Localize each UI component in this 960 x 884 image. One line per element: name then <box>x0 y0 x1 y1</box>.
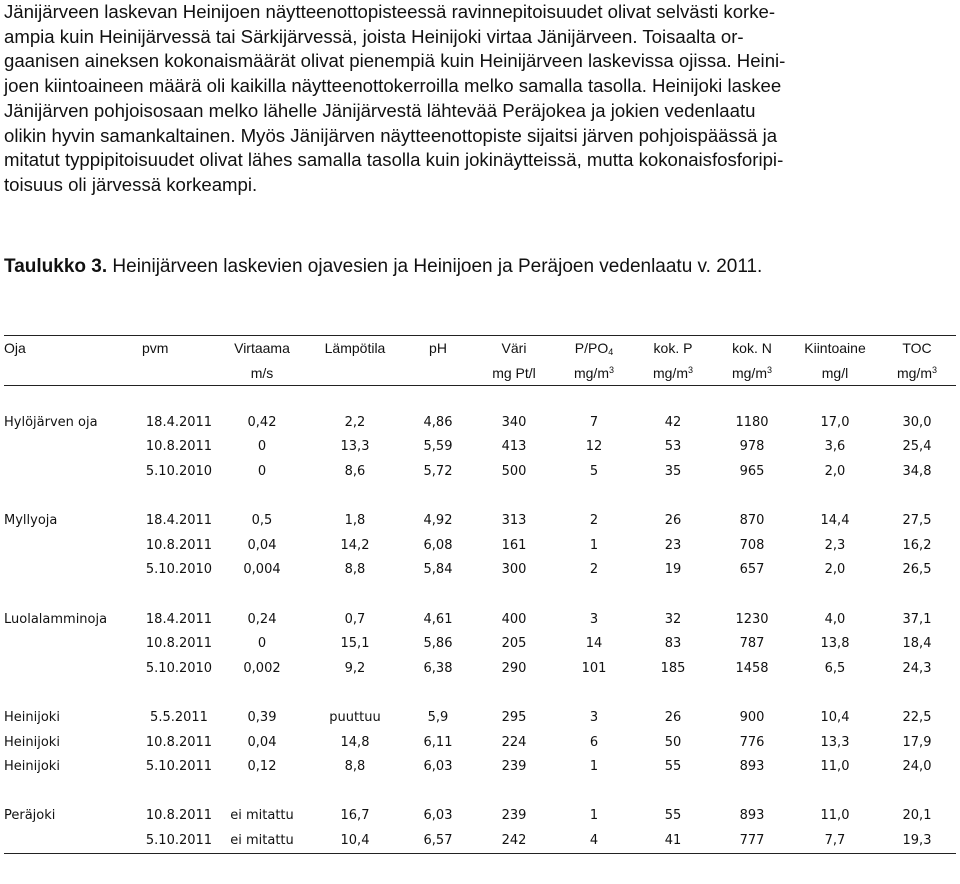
site-cell <box>4 657 142 682</box>
table-cell: 18,4 <box>902 636 932 652</box>
table-cell: 10.8.2011 <box>145 636 213 652</box>
paragraph-line: mitatut typpipitoisuudet olivat lähes samalla tasolla kuin jokinäytteissä, mutta kokonaisfosforipi- <box>4 149 784 171</box>
unit-cell <box>308 361 402 386</box>
table-cell: 893 <box>739 759 765 775</box>
table-cell: 5.10.2011 <box>145 759 213 775</box>
table-cell: 787 <box>739 636 765 652</box>
table-cell: 0,004 <box>243 562 281 578</box>
table-cell: 205 <box>501 636 527 652</box>
table-cell: 0 <box>257 463 267 479</box>
table-cell: 161 <box>501 537 527 553</box>
table-cell: 5.5.2011 <box>150 709 208 725</box>
table-cell: 2,3 <box>824 537 846 553</box>
table-cell: 1 <box>589 537 599 553</box>
table-cell: 53 <box>664 439 682 455</box>
table-cell: 7,7 <box>792 829 878 854</box>
table-cell: 4,86 <box>423 414 453 430</box>
table-cell: 5.10.2010 <box>145 463 213 479</box>
unit-cell <box>142 361 216 386</box>
table-row <box>4 829 956 854</box>
table-cell: 27,5 <box>902 513 932 529</box>
table-cell: 19 <box>664 562 682 578</box>
table-cell: 0,42 <box>247 414 277 430</box>
table-cell: 11,0 <box>820 759 850 775</box>
table-cell: 242 <box>474 829 554 854</box>
table-caption <box>4 256 762 278</box>
header-cell: kok. P <box>634 336 712 361</box>
table-cell: 295 <box>501 709 527 725</box>
site-cell: Heinijoki <box>4 734 60 750</box>
table-cell: 1 <box>589 808 599 824</box>
site-cell <box>4 829 142 854</box>
table-cell: 3,6 <box>824 439 846 455</box>
site-cell: Heinijoki <box>4 759 60 775</box>
table-cell: 10,4 <box>308 829 402 854</box>
table-cell: 4,0 <box>824 611 846 627</box>
table-cell: 0,04 <box>247 734 277 750</box>
table-cell: 35 <box>664 463 682 479</box>
header-cell: pH <box>402 336 474 361</box>
table-cell: 8,6 <box>344 463 366 479</box>
spacer-cell <box>4 386 956 411</box>
table-cell: puuttuu <box>329 709 381 725</box>
table-cell: 10.8.2011 <box>145 537 213 553</box>
table-cell: 19,3 <box>878 829 956 854</box>
table-cell: 777 <box>712 829 792 854</box>
table-cell: 101 <box>581 660 607 676</box>
paragraph-line: olikin hyvin samankaltainen. Myös Jänijärven näytteenottopiste sijaitsi järven pohjoispäässä ja <box>4 124 778 146</box>
table-cell: 9,2 <box>344 660 366 676</box>
table-row <box>4 755 956 780</box>
table-cell: 413 <box>501 439 527 455</box>
table-row <box>4 411 956 436</box>
header-row <box>4 336 956 361</box>
table-cell: 26 <box>664 709 682 725</box>
spacer-cell <box>4 780 956 805</box>
header-cell: Kiintoaine <box>792 336 878 361</box>
table-cell: 224 <box>501 734 527 750</box>
table-cell: 313 <box>501 513 527 529</box>
table-cell: 6 <box>589 734 599 750</box>
unit-cell: m/s <box>216 361 308 386</box>
spacer-cell <box>4 583 956 608</box>
table-cell: 5,9 <box>427 709 449 725</box>
unit-cell: $mg/m^3$ <box>634 361 712 386</box>
site-cell: Peräjoki <box>4 808 56 824</box>
table-cell: 2 <box>589 513 599 529</box>
table-cell: 24,0 <box>902 759 932 775</box>
table-cell: 2,0 <box>824 463 846 479</box>
table-cell: 300 <box>501 562 527 578</box>
table-cell: 340 <box>501 414 527 430</box>
table-cell: 5,59 <box>423 439 453 455</box>
table-row <box>4 632 956 657</box>
table-cell: 14,4 <box>820 513 850 529</box>
header-cell: Väri <box>474 336 554 361</box>
table-cell: 0,5 <box>251 513 273 529</box>
table-cell: 500 <box>501 463 527 479</box>
unit-cell: $mg/m^3$ <box>878 361 956 386</box>
header-cell: pvm <box>142 336 216 361</box>
site-cell <box>4 460 142 485</box>
table-cell: 900 <box>739 709 765 725</box>
table-cell: 2,0 <box>824 562 846 578</box>
unit-cell: $mg/m^3$ <box>554 361 634 386</box>
table-cell: 30,0 <box>902 414 932 430</box>
table-cell: 5 <box>589 463 599 479</box>
paragraph-line: toisuus oli järvessä korkeampi. <box>4 173 258 195</box>
table-cell: 23 <box>664 537 682 553</box>
table-cell: 5,86 <box>423 636 453 652</box>
spacer-row <box>4 583 956 608</box>
site-cell: Myllyoja <box>4 513 58 529</box>
table-cell: 55 <box>664 759 682 775</box>
table-cell: 1180 <box>735 414 769 430</box>
site-cell: Luolalamminoja <box>4 611 108 627</box>
table-cell: 239 <box>501 808 527 824</box>
table-cell: 4,92 <box>423 513 453 529</box>
site-cell <box>4 534 142 559</box>
table-cell: 14 <box>585 636 603 652</box>
table-cell: 5.10.2010 <box>145 660 213 676</box>
table-cell: 0,24 <box>247 611 277 627</box>
table-cell: 1458 <box>735 660 769 676</box>
spacer-row <box>4 780 956 805</box>
table-cell: 10.8.2011 <box>145 439 213 455</box>
table-cell: 41 <box>634 829 712 854</box>
table-cell: 13,3 <box>340 439 370 455</box>
table-cell: 20,1 <box>902 808 932 824</box>
table-cell: 657 <box>739 562 765 578</box>
table-cell: 13,8 <box>820 636 850 652</box>
table-cell: 290 <box>501 660 527 676</box>
table-cell: 5.10.2011 <box>142 829 216 854</box>
site-cell <box>4 558 142 583</box>
table-cell: 7 <box>589 414 599 430</box>
table-row <box>4 558 956 583</box>
paragraph-line: Jänijärven pohjoisosaan melko lähelle Jänijärvestä lähtevää Peräjokea ja jokien vedenlaatu <box>4 99 756 121</box>
body-paragraph <box>4 0 956 198</box>
table-cell: 83 <box>664 636 682 652</box>
table-cell: 6,08 <box>423 537 453 553</box>
table-cell: 13,3 <box>820 734 850 750</box>
table-cell: 3 <box>589 709 599 725</box>
paragraph-line: Jänijärveen laskevan Heinijoen näytteenottopisteessä ravinnepitoisuudet olivat selvästi korke- <box>4 1 776 22</box>
table-cell: 5,72 <box>423 463 453 479</box>
table-cell: 0,12 <box>247 759 277 775</box>
table-cell: 16,2 <box>902 537 932 553</box>
header-cell: TOC <box>878 336 956 361</box>
table-cell: 50 <box>664 734 682 750</box>
paragraph-line: joen kiintoaineen määrä oli kaikilla näytteenottokerroilla melko samalla tasolla. Heinijoki laskee <box>4 75 782 97</box>
table-cell: 0,04 <box>247 537 277 553</box>
table-cell: 6,57 <box>402 829 474 854</box>
table-cell: 17,0 <box>820 414 850 430</box>
table-cell: 2 <box>589 562 599 578</box>
table-cell: 26,5 <box>902 562 932 578</box>
table-row <box>4 657 956 682</box>
table-cell: 24,3 <box>902 660 932 676</box>
table-cell: 14,2 <box>340 537 370 553</box>
table-cell: 42 <box>664 414 682 430</box>
table-row <box>4 534 956 559</box>
site-cell: Heinijoki <box>4 709 60 725</box>
table-cell: 893 <box>739 808 765 824</box>
spacer-cell <box>4 681 956 706</box>
table-cell: 3 <box>589 611 599 627</box>
table-cell: 26 <box>664 513 682 529</box>
table-row <box>4 706 956 731</box>
table-cell: 10,4 <box>820 709 850 725</box>
spacer-row <box>4 485 956 510</box>
table-cell: 708 <box>739 537 765 553</box>
table-row <box>4 608 956 633</box>
header-cell: $P/PO_4$ <box>554 336 634 361</box>
table-cell: 17,9 <box>902 734 932 750</box>
water-quality-table <box>4 335 956 854</box>
table-cell: 10.8.2011 <box>145 808 213 824</box>
site-cell <box>4 435 142 460</box>
table-cell: 0,002 <box>243 660 281 676</box>
table-cell: 32 <box>664 611 682 627</box>
table-cell: 978 <box>739 439 765 455</box>
table-cell: 0,7 <box>344 611 366 627</box>
unit-cell: $mg/m^3$ <box>712 361 792 386</box>
paragraph-line: gaanisen aineksen kokonaismäärät olivat pienempiä kuin Heinijärveen laskevissa ojissa. Heini- <box>4 50 786 72</box>
table-cell: 34,8 <box>902 463 932 479</box>
table-cell: 239 <box>501 759 527 775</box>
table-cell: 4,61 <box>423 611 453 627</box>
table-cell: 22,5 <box>902 709 932 725</box>
header-cell: Lämpötila <box>308 336 402 361</box>
table-cell: ei mitattu <box>230 808 294 824</box>
table-cell: 0 <box>257 636 267 652</box>
table-cell: 5,84 <box>423 562 453 578</box>
table-cell: 185 <box>660 660 686 676</box>
unit-cell: mg/l <box>792 361 878 386</box>
table-cell: 8,8 <box>344 759 366 775</box>
table-cell: 400 <box>501 611 527 627</box>
table-cell: 15,1 <box>340 636 370 652</box>
header-cell: Virtaama <box>216 336 308 361</box>
table-cell: 5.10.2010 <box>145 562 213 578</box>
table-cell: 0,39 <box>247 709 277 725</box>
table-row <box>4 509 956 534</box>
table-cell: 8,8 <box>344 562 366 578</box>
spacer-cell <box>4 485 956 510</box>
table-row <box>4 435 956 460</box>
table-cell: 18.4.2011 <box>145 414 213 430</box>
paragraph-line: ampia kuin Heinijärvessä tai Särkijärvessä, joista Heinijoki virtaa Jänijärveen. Toisaalta or- <box>4 25 744 47</box>
table-cell: 55 <box>664 808 682 824</box>
table-cell: 870 <box>739 513 765 529</box>
table-row <box>4 804 956 829</box>
table-cell: 6,5 <box>824 660 846 676</box>
table-cell: 776 <box>739 734 765 750</box>
spacer-row <box>4 386 956 411</box>
table-cell: 6,38 <box>423 660 453 676</box>
table-row <box>4 460 956 485</box>
site-cell <box>4 632 142 657</box>
caption-label: Taulukko 3. <box>4 256 108 277</box>
table-cell: 25,4 <box>902 439 932 455</box>
table-cell: 1230 <box>735 611 769 627</box>
table-cell: 965 <box>739 463 765 479</box>
header-cell: Oja <box>4 336 142 361</box>
table-cell: 18.4.2011 <box>145 611 213 627</box>
table-cell: 37,1 <box>902 611 932 627</box>
table-cell: 10.8.2011 <box>145 734 213 750</box>
unit-cell: mg Pt/l <box>474 361 554 386</box>
table-cell: 6,03 <box>423 759 453 775</box>
unit-cell <box>4 361 142 386</box>
unit-cell <box>402 361 474 386</box>
spacer-row <box>4 681 956 706</box>
table-cell: 6,03 <box>423 808 453 824</box>
table-cell: 16,7 <box>340 808 370 824</box>
site-cell: Hylöjärven oja <box>4 414 98 430</box>
units-row <box>4 361 956 386</box>
table-cell: 2,2 <box>344 414 366 430</box>
table-cell: 18.4.2011 <box>145 513 213 529</box>
caption-text: Heinijärveen laskevien ojavesien ja Heinijoen ja Peräjoen vedenlaatu v. 2011. <box>107 256 763 277</box>
table-cell: 1,8 <box>344 513 366 529</box>
table-row <box>4 731 956 756</box>
header-cell: kok. N <box>712 336 792 361</box>
table-cell: ei mitattu <box>216 829 308 854</box>
table-cell: 6,11 <box>423 734 453 750</box>
table-cell: 0 <box>257 439 267 455</box>
table-cell: 14,8 <box>340 734 370 750</box>
table-cell: 1 <box>589 759 599 775</box>
table-cell: 4 <box>554 829 634 854</box>
table-cell: 12 <box>585 439 603 455</box>
table-cell: 11,0 <box>820 808 850 824</box>
